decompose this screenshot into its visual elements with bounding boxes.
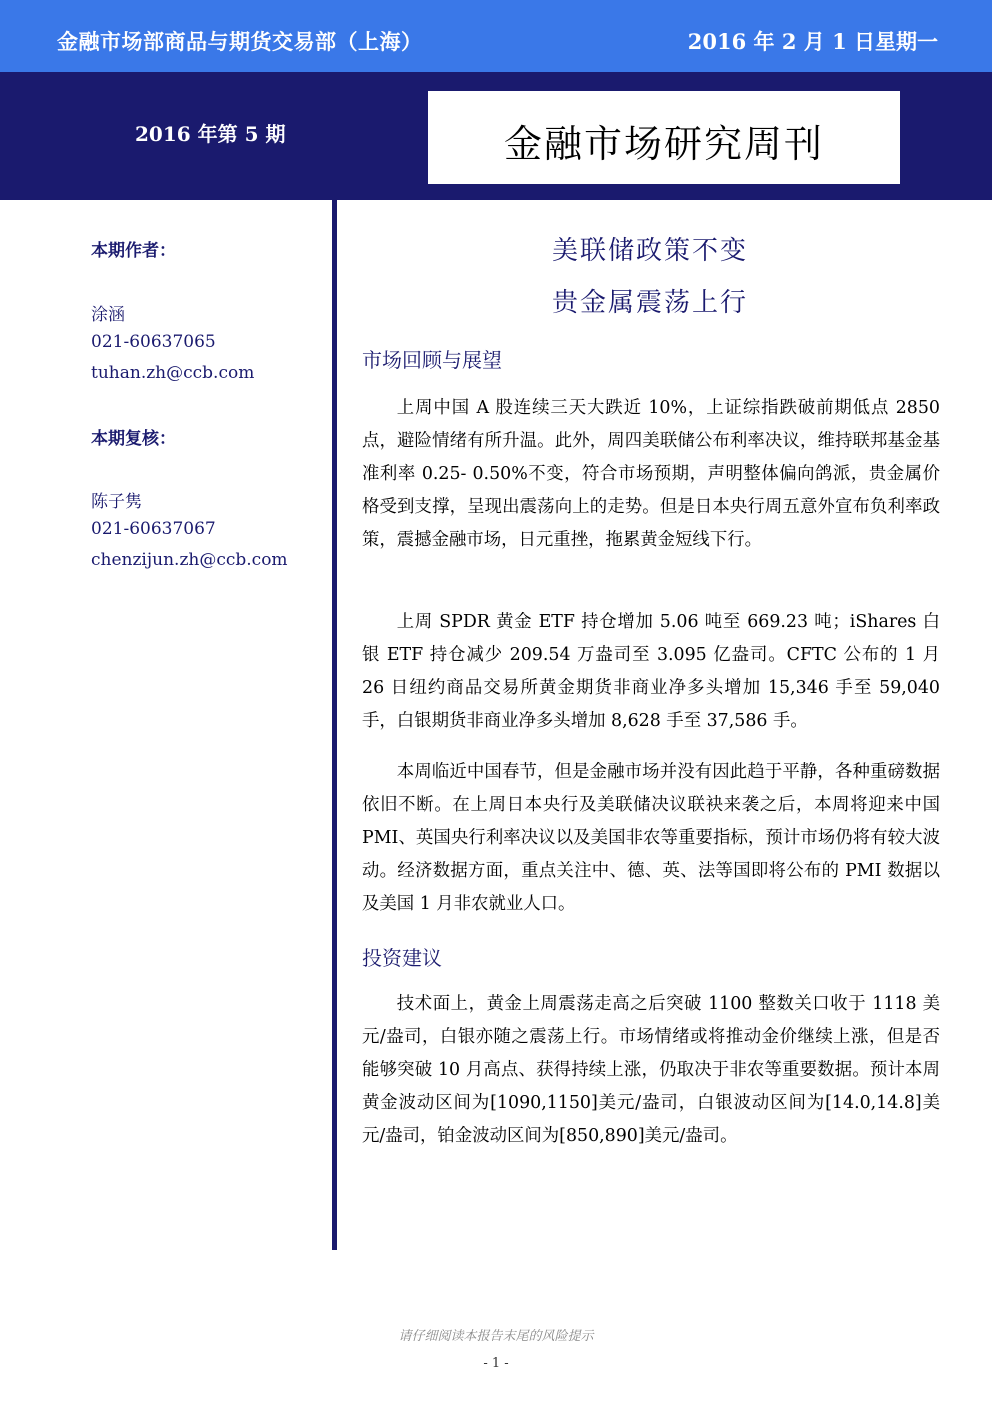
reviewers-label: 本期复核：: [91, 429, 176, 449]
title-box: [428, 91, 900, 184]
section-title-market-review: 市场回顾与展望: [362, 348, 502, 372]
paragraph: 上周 SPDR 黄金 ETF 持仓增加 5.06 吨至 669.23 吨；iShares 白银 ETF 持仓减少 209.54 万盎司至 3.095 亿盎司。CFTC 公布的 1 月 26 日纽约商品交易所黄金期货非商业净多头增加 15,346 手至 59,040 手，白银期货非商业净多头增加 8,628 手至 37,586 手。: [362, 612, 940, 731]
reviewer-phone: 021-60637067: [91, 519, 216, 539]
authors-label: 本期作者：: [91, 241, 176, 261]
author-email[interactable]: tuhan.zh@ccb.com: [91, 363, 255, 383]
paragraph: 上周中国 A 股连续三天大跌近 10%，上证综指跌破前期低点 2850 点，避险情绪有所升温。此外，周四美联储公布利率决议，维持联邦基金基准利率 0.25- 0.50%不变，符合市场预期，声明整体偏向鸽派，贵金属价格受到支撑，呈现出震荡向上的走势。但是日本央行周五意外宣布负利率政策，震撼金融市场，日元重挫，拖累黄金短线下行。: [362, 398, 940, 550]
department-name: 金融市场部商品与期货交易部（上海）: [57, 30, 423, 54]
reviewer-name: 陈子隽: [91, 492, 142, 512]
top-header-bar: [0, 0, 992, 72]
headline-line-2: 贵金属震荡上行: [551, 288, 748, 318]
author-name: 涂涵: [91, 305, 125, 325]
section-title-investment-advice: 投资建议: [362, 946, 442, 970]
reviewer-email[interactable]: chenzijun.zh@ccb.com: [91, 550, 288, 570]
paragraph: 技术面上，黄金上周震荡走高之后突破 1100 整数关口收于 1118 美元/盎司，白银亦随之震荡上行。市场情绪或将推动金价继续上涨，但是否能够突破 10 月高点、获得持续上涨，仍取决于非农等重要数据。预计本周黄金波动区间为[1090,1150]美元/盎司，白银波动区间为[14.0,14.8]美元/盎司，铂金波动区间为[850,890]美元/盎司。: [362, 994, 940, 1146]
issue-number: 2016 年第 5 期: [135, 122, 286, 146]
author-phone: 021-60637065: [91, 332, 216, 352]
page-number: - 1 -: [483, 1356, 509, 1371]
headline-line-1: 美联储政策不变: [551, 236, 748, 266]
report-date: 2016 年 2 月 1 日星期一: [687, 29, 938, 54]
column-divider: [332, 200, 337, 1250]
paragraph: 本周临近中国春节，但是金融市场并没有因此趋于平静，各种重磅数据依旧不断。在上周日本央行及美联储决议联袂来袭之后，本周将迎来中国 PMI、英国央行利率决议以及美国非农等重要指标，预计市场仍将有较大波动。经济数据方面，重点关注中、德、英、法等国即将公布的 PMI 数据以及美国 1 月非农就业人口。: [362, 762, 940, 914]
publication-title: 金融市场研究周刊: [503, 122, 824, 166]
risk-disclaimer-note: 请仔细阅读本报告末尾的风险提示: [398, 1329, 594, 1344]
masthead: [0, 72, 992, 200]
